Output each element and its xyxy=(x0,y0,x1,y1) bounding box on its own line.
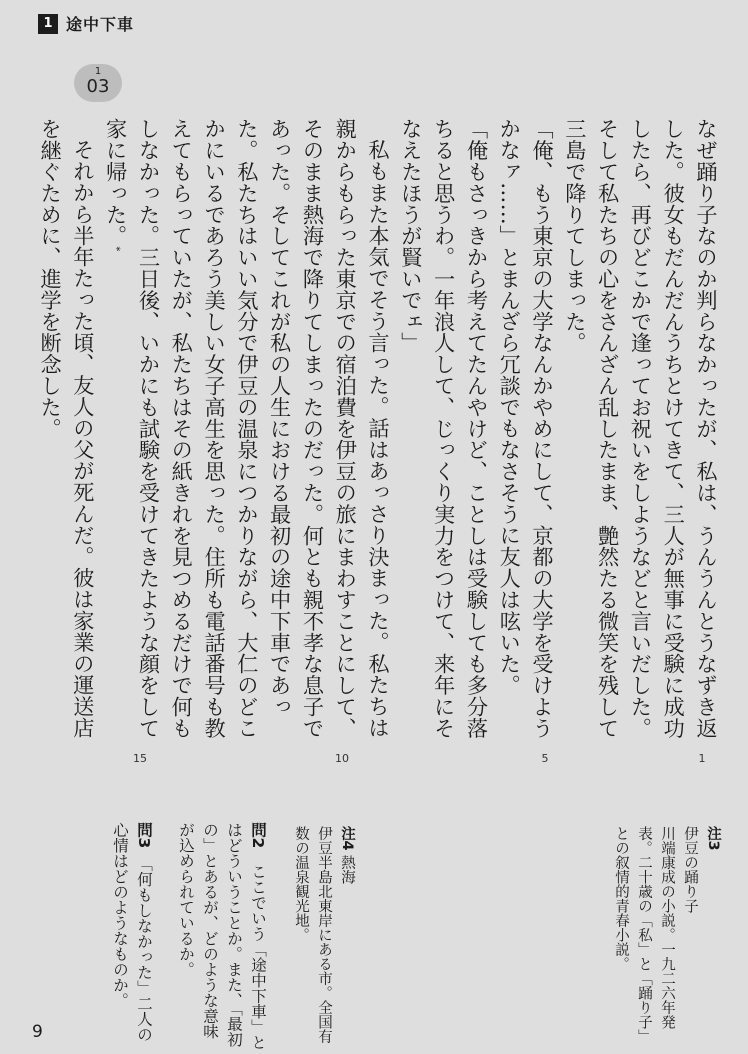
footnote-3-term: 伊豆の踊り子 xyxy=(682,826,698,913)
page-number: 9 xyxy=(32,1022,43,1042)
paragraph-3: 「俺もさっきから考えてたんやけど、ことしは受験しても多分落ちると思うわ。一年浪人して、じっくり実力をつけて、来年にそなえたほうが賢いでェ」 xyxy=(398,118,490,739)
chapter-header xyxy=(38,12,134,35)
question-2-body xyxy=(174,822,270,1054)
question-3-label: 問3 xyxy=(135,822,153,849)
footnote-4 xyxy=(289,826,358,1054)
footnote-4-term: 熱海 xyxy=(339,855,355,885)
footnote-3 xyxy=(609,826,724,1054)
line-number-10: 10 xyxy=(335,752,349,765)
footnote-4-label: 注4 xyxy=(339,826,355,851)
paragraph-5: それから半年たった頃、友人の父が死んだ。彼は家業の運送店を継ぐために、進学を断念した。 xyxy=(38,118,96,739)
paragraph-4-text: 私もまた本気でそう言った。話はあっさり決まった。私たちは親からもらった東京での宿泊費を伊豆の旅にまわすことにして、そのまま熱海で降りてしまったのだった。何とも親不孝な息子であった。そしてこれが私の人生における最初の途中下車であった。私たちはいい気分で伊豆の温泉につかりながら、大仁のどこかにいるであろう美しい女子高生を思った。住所も電話番号も教えてもらっていたが、私たちはその紙きれを見つめるだけで何もしなかった。三日後、いかにも試験を受けてきたような顔をして家に帰った。 xyxy=(103,118,392,739)
audio-track-badge xyxy=(74,64,122,102)
footnote-3-head xyxy=(701,826,724,1054)
question-2-label: 問2 xyxy=(249,822,267,849)
line-number-15: 15 xyxy=(133,752,147,765)
question-2-text: ここでいう「途中下車」とはどういうことか。また、「最初の」とあるが、どのような意味が込められているか。 xyxy=(177,822,267,1050)
footnote-3-term-line xyxy=(678,826,701,1054)
paragraph-1: なぜ踊り子なのか判らなかったが、私は、うんうんとうなずき返した。彼女もだんだんうちとけてきて、三人が無事に受験に成功したら、再びどこかで逢ってお祝いをしようなどと言いだした。そして私たちの心をさんざん乱したまま、艶然たる微笑を残して三島で降りてしまった。 xyxy=(562,118,719,739)
line-number-1: 1 xyxy=(698,752,706,765)
footnote-3-label: 注3 xyxy=(705,826,721,851)
chapter-number: 1 xyxy=(38,14,58,34)
question-3 xyxy=(108,822,156,1054)
main-text-body xyxy=(33,118,722,748)
question-2 xyxy=(174,822,270,1054)
note-marker-asterisk: * xyxy=(110,246,122,252)
footnote-3-text: 川端康成の小説。一九二六年発表。二十歳の「私」と「踊り子」との叙情的青春小説。 xyxy=(613,826,675,1044)
line-number-5: 5 xyxy=(541,752,549,765)
footnote-4-head xyxy=(335,826,358,1054)
question-3-body xyxy=(108,822,156,1054)
paragraph-4 xyxy=(99,118,394,748)
paragraph-2: 「俺、もう東京の大学なんかやめにして、京都の大学を受けようかなァ……」とまんざら冗談でもなさそうに友人は呟いた。 xyxy=(497,118,556,739)
chapter-title: 途中下車 xyxy=(66,15,135,34)
footnote-4-text: 伊豆半島北東岸にある市。全国有数の温泉観光地。 xyxy=(293,826,332,1044)
track-number: 03 xyxy=(86,76,110,97)
disc-number: 1 xyxy=(94,66,102,77)
question-3-text: 「何もしなかった」二人の心情はどのようなものか。 xyxy=(111,822,153,1043)
